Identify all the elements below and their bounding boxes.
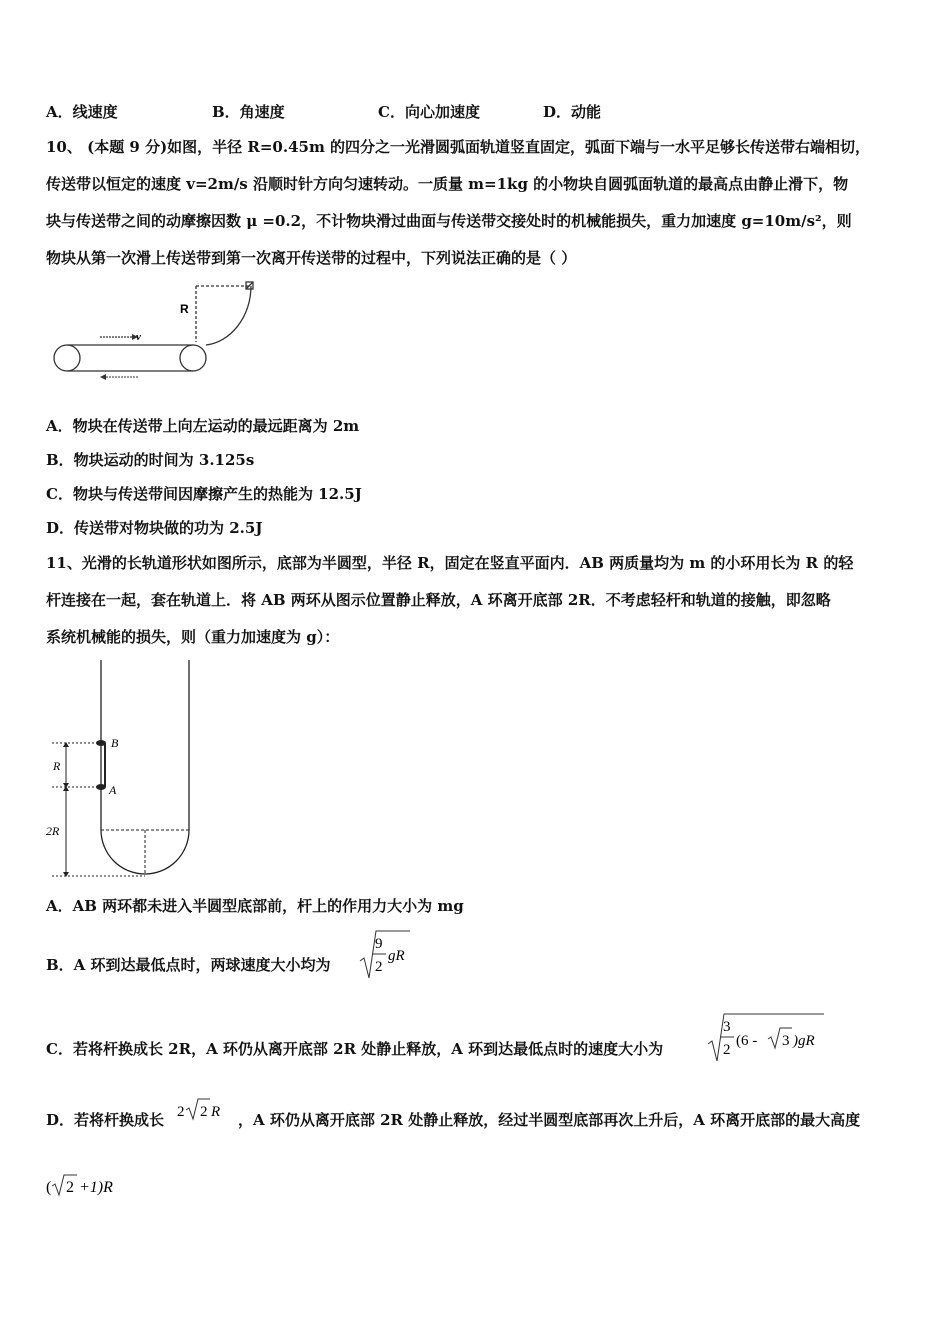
svg-text:3: 3 — [723, 1019, 731, 1035]
q9-option-b: B．角速度 — [212, 103, 285, 121]
q10-option-b: B．物块运动的时间为 3.125s — [46, 451, 255, 469]
svg-text:2: 2 — [723, 1042, 731, 1058]
svg-text:2: 2 — [177, 1104, 185, 1120]
q11-option-b-formula — [358, 928, 418, 983]
q11-option-c: C．若将杆换成长 2R，A 环仍从离开底部 2R 处静止释放，A 环到达最低点时的速度大小为 — [46, 1040, 664, 1058]
quarter-arc — [206, 286, 251, 345]
label-r: R — [180, 302, 189, 316]
label-2r: 2R — [46, 824, 60, 838]
svg-text:(6 -: (6 - — [736, 1033, 758, 1049]
radius-dashed — [196, 286, 251, 342]
q11-stem-line-3: 系统机械能的损失，则（重力加速度为 g）： — [46, 628, 340, 646]
q11-option-c-formula — [706, 1011, 831, 1066]
q9-option-c: C．向心加速度 — [378, 103, 480, 121]
q9-option-a: A．线速度 — [46, 103, 118, 121]
left-pulley — [54, 345, 80, 371]
q10-stem-line-3: 块与传送带之间的动摩擦因数 μ =0.2，不计物块滑过曲面与传送带交接处时的机械能损失，重力加速度 g=10m/s²，则 — [46, 212, 852, 230]
q11-option-b: B．A 环到达最低点时，两球速度大小均为 — [46, 956, 331, 974]
q10-option-d: D．传送带对物块做的功为 2.5J — [46, 519, 263, 537]
q10-stem-line-1: 10、 (本题 9 分)如图，半径 R=0.45m 的四分之一光滑圆弧面轨道竖直固定，弧面下端与一水平足够长传送带右端相切， — [46, 138, 871, 156]
label-b: B — [111, 736, 119, 750]
q11-option-d-suffix: ，A 环仍从离开底部 2R 处静止释放，经过半圆型底部再次上升后，A 环离开底部的最大高度 — [238, 1111, 861, 1129]
svg-text:gR: gR — [388, 948, 405, 964]
q11-option-d-answer-formula — [46, 1170, 136, 1200]
return-arrowhead — [100, 374, 106, 380]
label-r: R — [53, 759, 61, 773]
q10-option-a: A．物块在传送带上向左运动的最远距离为 2m — [46, 417, 360, 435]
label-a: A — [109, 783, 117, 797]
q10-stem-line-4: 物块从第一次滑上传送带到第一次离开传送带的过程中，下列说法正确的是（ ） — [46, 249, 577, 267]
q10-stem-line-2: 传送带以恒定的速度 v=2m/s 沿顺时针方向匀速转动。一质量 m=1kg 的小物块自圆弧面轨道的最高点由静止滑下，物 — [46, 175, 849, 193]
svg-text:+1)R: +1)R — [79, 1179, 113, 1196]
svg-text:9: 9 — [375, 936, 383, 952]
q11-option-d-formula — [176, 1096, 236, 1126]
q11-track-figure — [44, 660, 204, 885]
svg-text:2: 2 — [200, 1104, 208, 1120]
svg-text:3: 3 — [782, 1033, 790, 1049]
label-v: v — [136, 331, 141, 343]
ring-a — [96, 784, 106, 790]
q11-option-a: A．AB 两环都未进入半圆型底部前，杆上的作用力大小为 mg — [46, 897, 464, 915]
svg-text:(: ( — [46, 1179, 52, 1196]
ring-b — [96, 740, 106, 746]
right-pulley — [180, 345, 206, 371]
q9-option-d: D．动能 — [543, 103, 602, 121]
svg-text:R: R — [211, 1104, 221, 1120]
q11-stem-line-1: 11、光滑的长轨道形状如图所示，底部为半圆型，半径 R，固定在竖直平面内．AB 两质量均为 m 的小环用长为 R 的轻 — [46, 554, 854, 572]
q10-option-c: C．物块与传送带间因摩擦产生的热能为 12.5J — [46, 485, 362, 503]
q11-option-d-prefix: D．若将杆换成长 — [46, 1111, 165, 1129]
svg-text:)gR: )gR — [793, 1033, 815, 1049]
q10-conveyor-figure — [50, 280, 260, 385]
svg-text:2: 2 — [375, 959, 383, 975]
svg-text:2: 2 — [66, 1179, 74, 1196]
q11-stem-line-2: 杆连接在一起，套在轨道上．将 AB 两环从图示位置静止释放，A 环离开底部 2R．不考虑轻杆和轨道的接触，即忽略 — [46, 591, 831, 609]
